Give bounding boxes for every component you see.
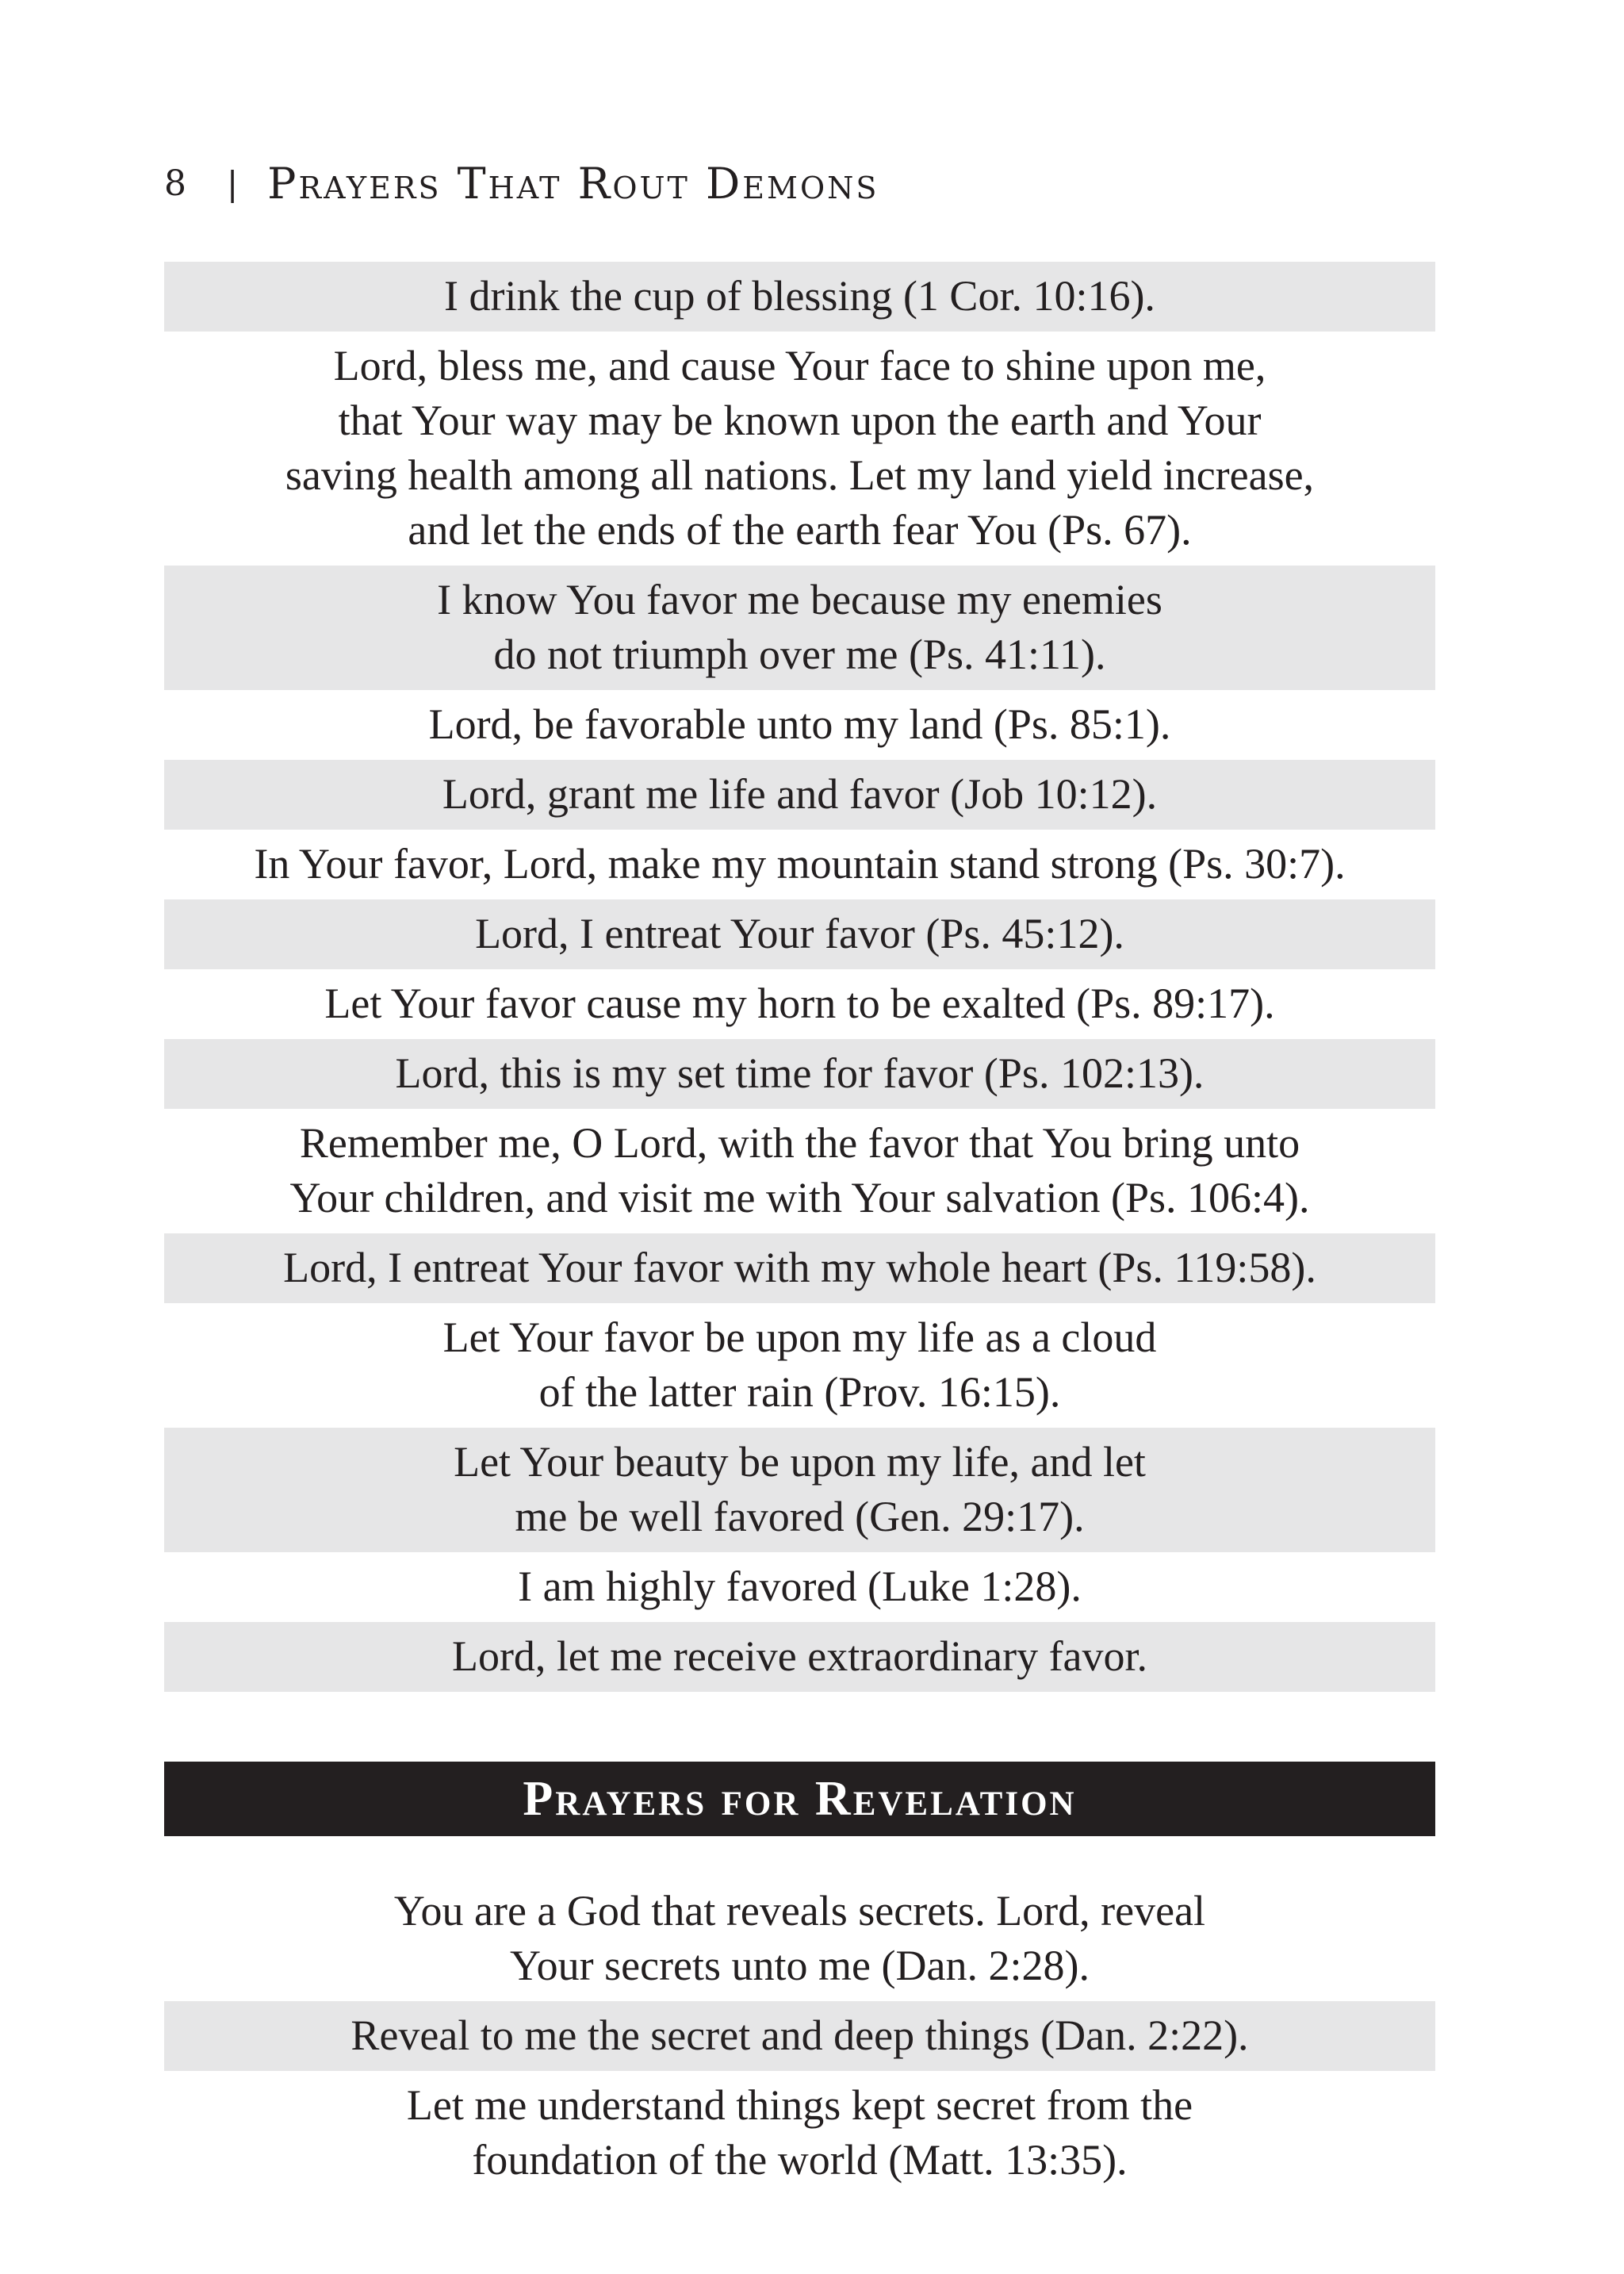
prayer-entry — [164, 1428, 1435, 1552]
prayer-entry — [164, 1303, 1435, 1428]
prayer-line: In Your favor, Lord, make my mountain stand strong (Ps. 30:7). — [254, 840, 1346, 888]
prayer-line: Let Your favor be upon my life as a cloud — [442, 1313, 1157, 1361]
prayer-entry — [164, 969, 1435, 1039]
prayer-entry — [164, 899, 1435, 969]
prayer-line: of the latter rain (Prov. 16:15). — [538, 1368, 1061, 1416]
book-title: Prayers That Rout Demons — [267, 158, 879, 209]
prayer-line: Let Your favor cause my horn to be exalted (Ps. 89:17). — [324, 980, 1275, 1027]
prayer-entry — [164, 262, 1435, 332]
prayer-line: Lord, let me receive extraordinary favor. — [451, 1632, 1148, 1680]
page-content — [164, 262, 1435, 2195]
prayer-entry — [164, 1039, 1435, 1109]
prayer-entry — [164, 1622, 1435, 1692]
revelation-prayer-list — [164, 1877, 1435, 2195]
prayer-entry — [164, 332, 1435, 566]
prayer-line: Your secrets unto me (Dan. 2:28). — [510, 1942, 1090, 1990]
prayer-line: saving health among all nations. Let my land yield increase, — [285, 451, 1315, 499]
prayer-entry — [164, 1877, 1435, 2001]
prayer-entry — [164, 1109, 1435, 1233]
prayer-line: Let me understand things kept secret from the — [406, 2081, 1193, 2130]
prayer-line: I know You favor me because my enemies — [437, 576, 1162, 623]
prayer-line: do not triumph over me (Ps. 41:11). — [493, 631, 1106, 678]
prayer-entry — [164, 1233, 1435, 1303]
prayer-line: Lord, grant me life and favor (Job 10:12). — [442, 770, 1158, 818]
page-number: 8 — [164, 163, 187, 204]
prayer-line: me be well favored (Gen. 29:17). — [515, 1493, 1085, 1540]
prayer-line: Your children, and visit me with Your salvation (Ps. 106:4). — [289, 1174, 1310, 1221]
prayer-line: Lord, bless me, and cause Your face to shine upon me, — [333, 342, 1266, 389]
prayer-line: Reveal to me the secret and deep things (Dan. 2:22). — [350, 2011, 1249, 2060]
prayer-line: Remember me, O Lord, with the favor that You bring unto — [299, 1119, 1300, 1167]
prayer-entry — [164, 1552, 1435, 1622]
prayer-line: Lord, this is my set time for favor (Ps. 102:13). — [395, 1049, 1205, 1097]
prayer-line: and let the ends of the earth fear You (Ps. 67). — [408, 506, 1192, 554]
prayer-entry — [164, 760, 1435, 830]
prayer-line: that Your way may be known upon the earth and Your — [338, 397, 1262, 444]
prayer-line: I am highly favored (Luke 1:28). — [518, 1563, 1082, 1610]
prayer-line: Lord, be favorable unto my land (Ps. 85:1). — [428, 700, 1171, 748]
section-heading-revelation: Prayers for Revelation — [164, 1762, 1435, 1836]
prayer-line: Lord, I entreat Your favor with my whole heart (Ps. 119:58). — [283, 1244, 1316, 1291]
prayer-entry — [164, 2001, 1435, 2071]
favor-prayer-list — [164, 262, 1435, 1692]
prayer-line: You are a God that reveals secrets. Lord, reveal — [393, 1887, 1206, 1935]
prayer-entry — [164, 830, 1435, 899]
prayer-line: Let Your beauty be upon my life, and let — [454, 1438, 1146, 1486]
prayer-line: I drink the cup of blessing (1 Cor. 10:16). — [444, 272, 1155, 320]
prayer-line: Lord, I entreat Your favor (Ps. 45:12). — [475, 910, 1124, 957]
prayer-entry — [164, 566, 1435, 690]
prayer-entry — [164, 2071, 1435, 2195]
header-separator: | — [227, 163, 239, 203]
running-head — [164, 155, 879, 211]
prayer-line: foundation of the world (Matt. 13:35). — [472, 2136, 1128, 2184]
prayer-entry — [164, 690, 1435, 760]
